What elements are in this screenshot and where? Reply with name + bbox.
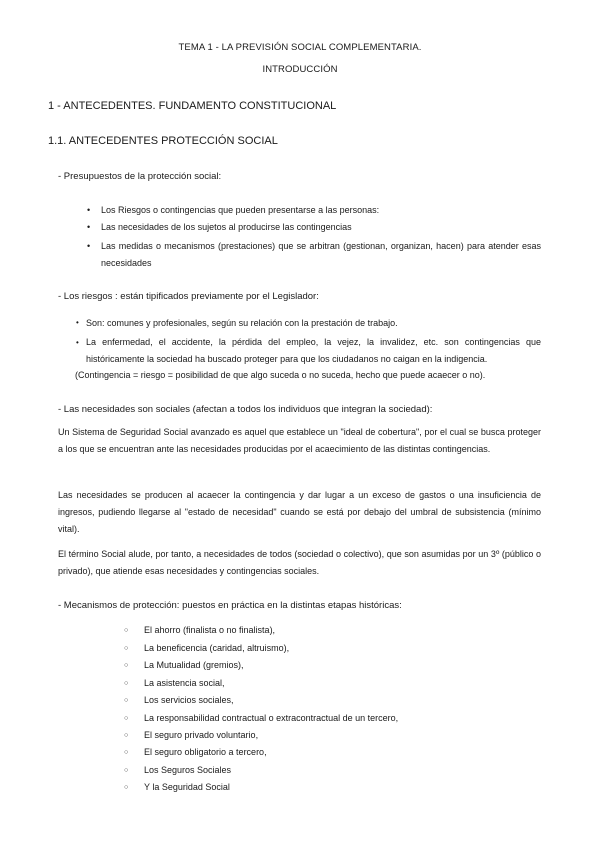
necesidades-paragraph: Las necesidades se producen al acaecer la contingencia y dar lugar a un exceso de gastos o una insuficiencia de ingresos, pudiendo llegarse al "estado de necesidad" cuando se está por debajo del umbral de subsistencia (mínimo vital).: [58, 490, 541, 534]
mecanismos-heading: - Mecanismos de protección: puestos en práctica en la distintas etapas históricas:: [58, 600, 402, 611]
mecanismos-item: ○ La responsabilidad contractual o extracontractual de un tercero,: [144, 712, 398, 724]
mecanismos-item: ○ La Mutualidad (gremios),: [144, 659, 244, 671]
presupuestos-item: • Las medidas o mecanismos (prestaciones) que se arbitran (gestionan, organizan, hacen) para atender esas necesidades: [101, 238, 541, 272]
riesgos-heading: - Los riesgos : están tipificados previamente por el Legislador:: [58, 291, 319, 302]
necesidades-paragraph: El término Social alude, por tanto, a necesidades de todos (sociedad o colectivo), que son asumidas por un 3º (público o privado), que atiende esas necesidades y contingencias sociales.: [58, 549, 541, 576]
mecanismos-item: ○ La asistencia social,: [144, 677, 225, 689]
riesgos-item: • La enfermedad, el accidente, la pérdida del empleo, la vejez, la invalidez, etc. son contingencias que históricamente la sociedad ha buscado proteger para que los ciudadanos no caigan en la indigencia.: [86, 334, 541, 368]
section-heading-1-1: 1.1. ANTECEDENTES PROTECCIÓN SOCIAL: [48, 135, 278, 147]
necesidades-heading: - Las necesidades son sociales (afectan a todos los individuos que integran la sociedad):: [58, 404, 433, 415]
riesgos-note: (Contingencia = riesgo = posibilidad de que algo suceda o no suceda, hecho que puede acaecer o no).: [75, 370, 486, 380]
mecanismos-item: ○ El seguro obligatorio a tercero,: [144, 746, 267, 758]
doc-title-line2: INTRODUCCIÓN: [262, 64, 338, 75]
presupuestos-item: • Las necesidades de los sujetos al producirse las contingencias: [101, 221, 352, 233]
mecanismos-item: ○ El seguro privado voluntario,: [144, 729, 258, 741]
mecanismos-item: ○ Los servicios sociales,: [144, 694, 234, 706]
riesgos-item: • Son: comunes y profesionales, según su relación con la prestación de trabajo.: [86, 317, 398, 329]
necesidades-paragraph: Un Sistema de Seguridad Social avanzado es aquel que establece un "ideal de cobertura", por el cual se busca proteger a los que se encuentran ante las necesidades producidas por el acaecimiento de las distintas contingencias.: [58, 427, 541, 454]
mecanismos-item: ○ Los Seguros Sociales: [144, 764, 231, 776]
mecanismos-item: ○ El ahorro (finalista o no finalista),: [144, 624, 275, 636]
mecanismos-item: ○ La beneficencia (caridad, altruismo),: [144, 642, 289, 654]
presupuestos-heading: - Presupuestos de la protección social:: [58, 171, 222, 182]
presupuestos-item: • Los Riesgos o contingencias que pueden presentarse a las personas:: [101, 204, 379, 216]
section-heading-1: 1 - ANTECEDENTES. FUNDAMENTO CONSTITUCIONAL: [48, 100, 337, 112]
doc-title-line1: TEMA 1 - LA PREVISIÓN SOCIAL COMPLEMENTARIA.: [178, 42, 422, 53]
mecanismos-item: ○ Y la Seguridad Social: [144, 781, 230, 793]
